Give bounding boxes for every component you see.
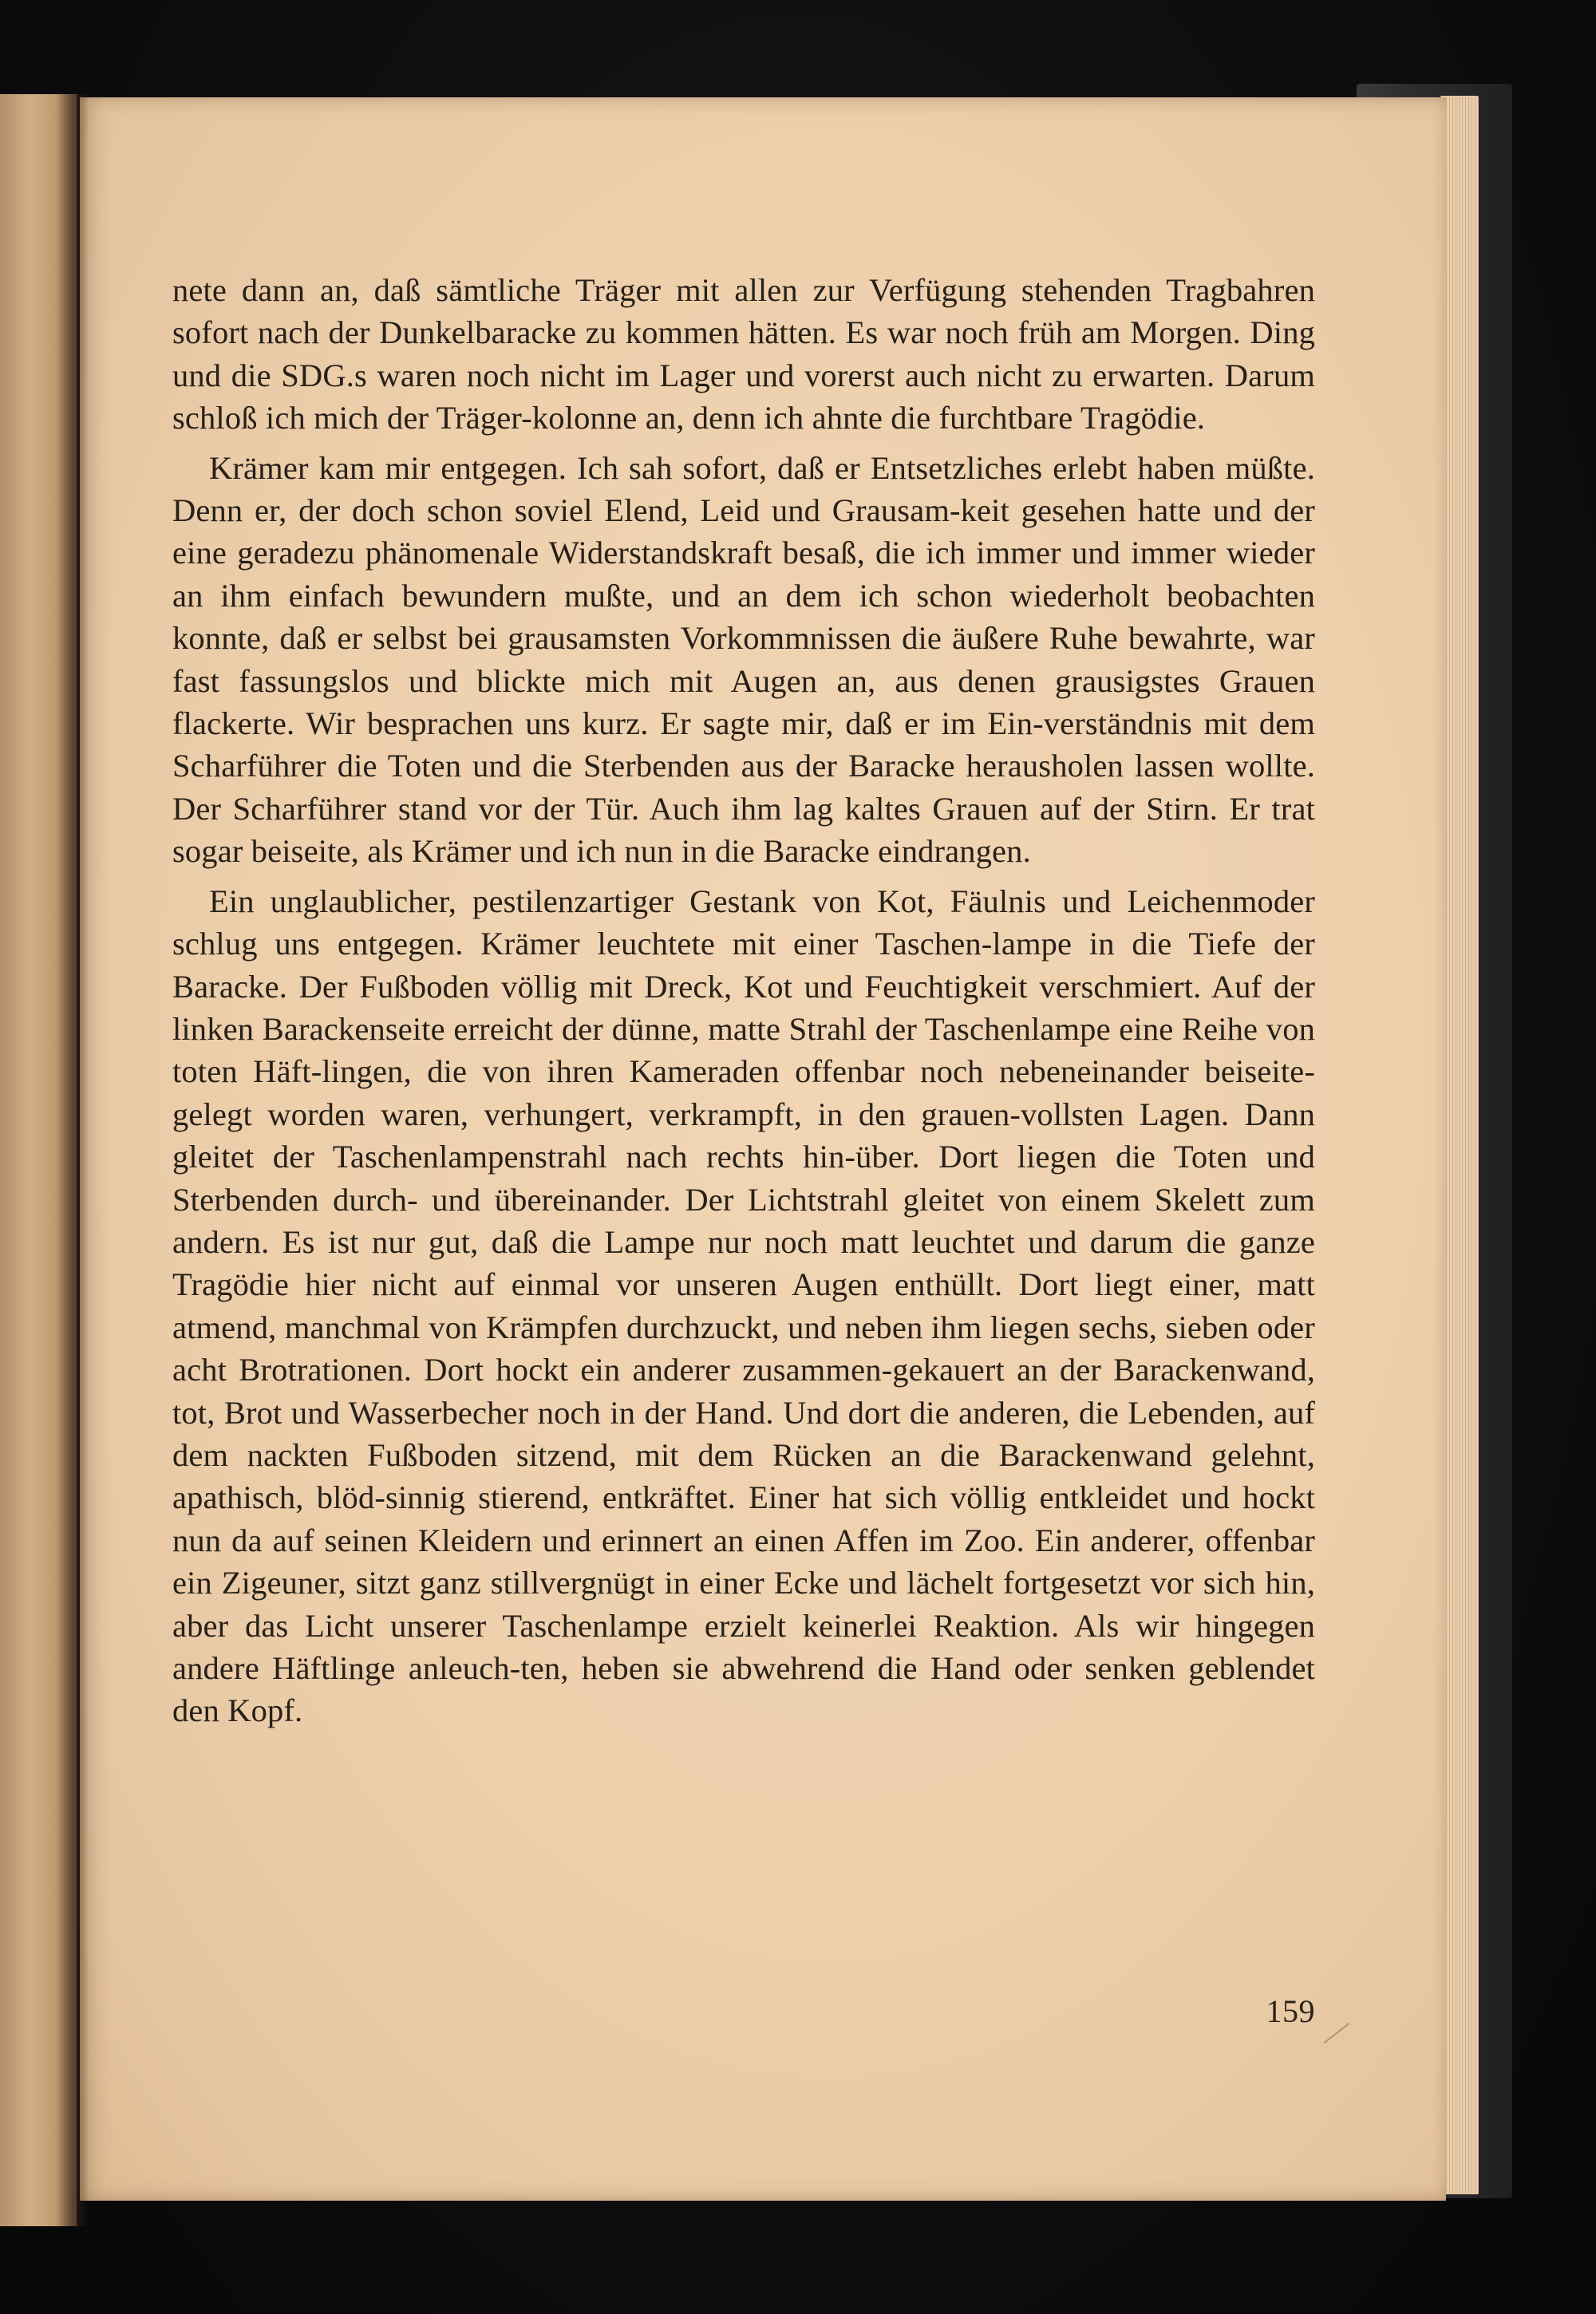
pencil-mark <box>1324 2023 1350 2044</box>
page-edges <box>1440 96 1479 2194</box>
book-page <box>80 97 1446 2201</box>
page-number: 159 <box>1266 1993 1315 2029</box>
paragraph-1: nete dann an, daß sämtliche Träger mit allen zur Verfügung stehenden Tragbahren sofort nach der Dunkelbaracke zu kommen hätten. Es war noch früh am Morgen. Ding und die SDG.s waren noch nicht im Lager und vorerst auch nicht zu erwarten. Darum schloß ich mich der Träger-kolonne an, denn ich ahnte die furchtbare Tragödie. <box>172 272 1315 436</box>
paragraph-3: Ein unglaublicher, pestilenzartiger Gestank von Kot, Fäulnis und Leichenmoder schlug uns entgegen. Krämer leuchtete mit einer Taschen-lampe in die Tiefe der Baracke. Der Fußboden völlig mit Dreck, Kot und Feuchtigkeit verschmiert. Auf der linken Barackenseite erreicht der dünne, matte Strahl der Taschenlampe eine Reihe von toten Häft-lingen, die von ihren Kameraden offenbar noch nebeneinander beiseite-gelegt worden waren, verhungert, verkrampft, in den grauen-vollsten Lagen. Dann gleitet der Taschenlampenstrahl nach rechts hin-über. Dort liegen die Toten und Sterbenden durch- und übereinander. Der Lichtstrahl gleitet von einem Skelett zum andern. Es ist nur gut, daß die Lampe nur noch matt leuchtet und darum die ganze Tragödie hier nicht auf einmal vor unseren Augen enthüllt. Dort liegt einer, matt atmend, manchmal von Krämpfen durchzuckt, und neben ihm liegen sechs, sieben oder acht Brotrationen. Dort hockt ein anderer zusammen-gekauert an der Barackenwand, tot, Brot und Wasserbecher noch in der Hand. Und dort die anderen, die Lebenden, auf dem nackten Fußboden sitzend, mit dem Rücken an die Barackenwand gelehnt, apathisch, blöd-sinnig stierend, entkräftet. Einer hat sich völlig entkleidet und hockt nun da auf seinen Kleidern und erinnert an einen Affen im Zoo. Ein anderer, offenbar ein Zigeuner, sitzt ganz stillvergnügt in einer Ecke und lächelt fortgesetzt vor sich hin, aber das Licht unserer Taschenlampe erzielt keinerlei Reaktion. Als wir hingegen andere Häftlinge anleuch-ten, heben sie abwehrend die Hand oder senken geblendet den Kopf. <box>172 883 1315 1729</box>
gutter-shadow <box>57 94 89 2226</box>
body-text <box>172 269 1315 1732</box>
paragraph-2: Krämer kam mir entgegen. Ich sah sofort, daß er Entsetzliches erlebt haben müßte. Denn er, der doch schon soviel Elend, Leid und Grausam-keit gesehen hatte und der eine geradezu phänomenale Widerstandskraft besaß, die ich immer und immer wieder an ihm einfach bewundern mußte, und an dem ich schon wiederholt beobachten konnte, daß er selbst bei grausamsten Vorkommnissen die äußere Ruhe bewahrte, war fast fassungslos und blickte mich mit Augen an, aus denen grausigstes Grauen flackerte. Wir besprachen uns kurz. Er sagte mir, daß er im Ein-verständnis mit dem Scharführer die Toten und die Sterbenden aus der Baracke herausholen lassen wollte. Der Scharführer stand vor der Tür. Auch ihm lag kaltes Grauen auf der Stirn. Er trat sogar beiseite, als Krämer und ich nun in die Baracke eindrangen. <box>172 449 1315 870</box>
